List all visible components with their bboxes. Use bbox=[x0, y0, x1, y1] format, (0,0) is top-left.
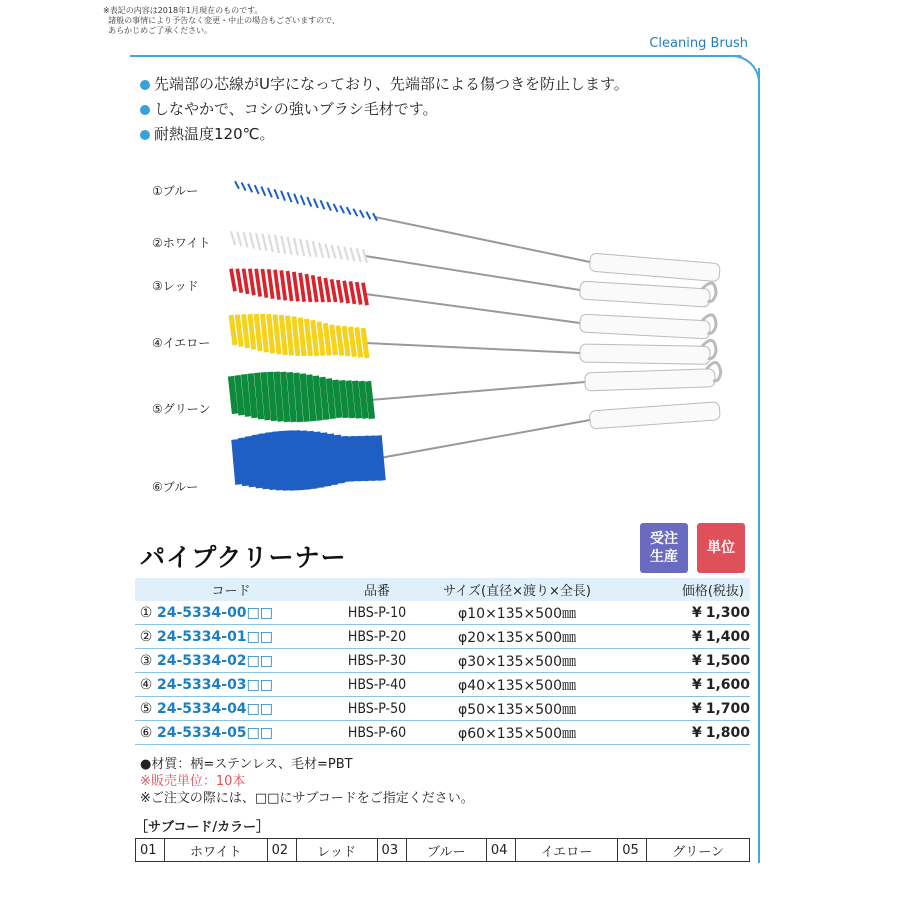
bristle bbox=[361, 381, 365, 419]
table-row bbox=[135, 697, 750, 721]
bristle bbox=[250, 269, 254, 296]
bristle bbox=[262, 234, 266, 251]
bristle bbox=[274, 189, 278, 199]
subcode-code: 05 bbox=[618, 839, 647, 862]
bristle bbox=[270, 372, 274, 421]
category-label: Cleaning Brush bbox=[649, 36, 748, 51]
notice-line-3: あらかじめご了承ください。 bbox=[108, 26, 213, 35]
row-number: ① bbox=[135, 601, 157, 625]
price-amount: 1,800 bbox=[705, 724, 750, 741]
bristle bbox=[371, 436, 375, 481]
model-number: HBS-P-10 bbox=[327, 601, 427, 625]
subcode-code: 02 bbox=[267, 839, 296, 862]
model-number: HBS-P-50 bbox=[327, 697, 427, 721]
bristle bbox=[325, 278, 329, 302]
size-value: φ10×135×500㎜ bbox=[427, 601, 607, 625]
bristle bbox=[268, 188, 272, 198]
bristle bbox=[309, 375, 313, 422]
model-number: HBS-P-20 bbox=[327, 625, 427, 649]
subcode-boxes: □□ bbox=[246, 724, 274, 741]
notice-line-2: 諸般の事情により予告なく変更・中止の場合もございますので、 bbox=[108, 16, 340, 25]
feature-text: 耐熱温度120℃。 bbox=[154, 125, 275, 143]
subcode-color-name: グリーン bbox=[647, 839, 750, 862]
subcode-table bbox=[135, 838, 750, 862]
bristle bbox=[344, 281, 348, 304]
bristle bbox=[235, 181, 239, 189]
bristle bbox=[351, 436, 355, 481]
notice-text bbox=[103, 6, 340, 36]
subcode-boxes: □□ bbox=[246, 676, 274, 693]
subcode-code: 03 bbox=[377, 839, 406, 862]
bristle bbox=[288, 237, 292, 255]
bristle bbox=[332, 279, 336, 302]
badge-text: 単位 bbox=[707, 540, 735, 556]
product-title: パイプクリーナー bbox=[140, 543, 347, 572]
bristle bbox=[338, 280, 342, 302]
brush-label-4: ④イエロー bbox=[152, 336, 211, 350]
bristle bbox=[281, 236, 285, 254]
bristle bbox=[275, 270, 279, 300]
bristle bbox=[368, 381, 372, 419]
bristle bbox=[317, 432, 321, 488]
bristle bbox=[357, 282, 361, 304]
bristle bbox=[303, 374, 307, 422]
bristle bbox=[363, 328, 367, 358]
brush-wire bbox=[370, 382, 585, 400]
bristle bbox=[281, 270, 285, 300]
frame-corner bbox=[730, 55, 760, 85]
bristle bbox=[330, 434, 334, 485]
bristle bbox=[257, 373, 261, 419]
price-amount: 1,600 bbox=[705, 676, 750, 693]
price-value bbox=[607, 721, 750, 745]
bristle bbox=[235, 440, 239, 485]
frame-top-border bbox=[130, 55, 742, 57]
bullet-icon bbox=[140, 130, 150, 140]
price-value bbox=[607, 697, 750, 721]
brush-wire bbox=[365, 294, 580, 323]
bristle bbox=[288, 316, 292, 356]
bullet-icon bbox=[140, 80, 150, 90]
bristle bbox=[269, 269, 273, 298]
bristle bbox=[269, 314, 273, 353]
bristle bbox=[319, 277, 323, 303]
bristle bbox=[269, 432, 273, 489]
bristle bbox=[251, 374, 255, 418]
brush-wire bbox=[375, 217, 590, 262]
brush-label-2: ②ホワイト bbox=[152, 236, 211, 250]
bristle bbox=[332, 245, 336, 259]
notes bbox=[140, 756, 474, 807]
material-note: ●材質：柄=ステンレス、毛材=PBT bbox=[140, 757, 353, 772]
subcode-color-name: イエロー bbox=[515, 839, 617, 862]
bristle bbox=[325, 244, 329, 259]
yen-symbol: ¥ bbox=[691, 724, 702, 741]
notice-line-1: ※表記の内容は2018年1月現在のものです。 bbox=[103, 6, 263, 15]
bristle bbox=[342, 380, 346, 418]
row-number: ⑤ bbox=[135, 697, 157, 721]
subcode-title: ［サブコード/カラー］ bbox=[135, 820, 270, 835]
bristle bbox=[250, 314, 254, 350]
subcode-boxes: □□ bbox=[246, 604, 274, 621]
bristle bbox=[319, 322, 323, 356]
bristle bbox=[294, 194, 298, 204]
bristle bbox=[307, 197, 311, 207]
bristle bbox=[244, 374, 248, 416]
bristle bbox=[300, 273, 304, 302]
bristle bbox=[290, 372, 294, 422]
brush-handle bbox=[589, 253, 720, 282]
bristle bbox=[238, 375, 242, 415]
product-code bbox=[157, 697, 327, 721]
bristle bbox=[332, 325, 336, 355]
bristle bbox=[242, 438, 246, 486]
bristle bbox=[340, 206, 344, 214]
sales-unit-note: ※販売単位：10本 bbox=[140, 774, 246, 789]
price-amount: 1,500 bbox=[705, 652, 750, 669]
bristle bbox=[244, 232, 248, 247]
brush-3 bbox=[231, 269, 717, 339]
bristle bbox=[237, 269, 241, 293]
size-value: φ60×135×500㎜ bbox=[427, 721, 607, 745]
feature-item bbox=[140, 97, 629, 122]
bristle bbox=[313, 275, 317, 302]
bristle bbox=[288, 271, 292, 301]
subcode-boxes: □□ bbox=[246, 700, 274, 717]
subcode-code: 01 bbox=[136, 839, 165, 862]
row-number: ③ bbox=[135, 649, 157, 673]
bristle bbox=[350, 281, 354, 304]
bristle bbox=[300, 239, 304, 256]
bristle bbox=[316, 376, 320, 421]
subcode-row bbox=[136, 839, 750, 862]
price-amount: 1,700 bbox=[705, 700, 750, 717]
code-value: 24-5334-05 bbox=[157, 724, 247, 741]
row-number: ⑥ bbox=[135, 721, 157, 745]
bristle bbox=[347, 207, 351, 215]
product-code bbox=[157, 625, 327, 649]
subcode-boxes: □□ bbox=[246, 652, 274, 669]
bristle bbox=[306, 240, 310, 257]
price-amount: 1,300 bbox=[705, 604, 750, 621]
yen-symbol: ¥ bbox=[691, 628, 702, 645]
price-value bbox=[607, 601, 750, 625]
bristle bbox=[360, 210, 364, 218]
yen-symbol: ¥ bbox=[691, 700, 702, 717]
bristle bbox=[329, 378, 333, 418]
bristle bbox=[320, 200, 324, 209]
bristle bbox=[277, 372, 281, 422]
model-number: HBS-P-40 bbox=[327, 673, 427, 697]
bristle bbox=[261, 186, 265, 195]
bristle bbox=[366, 212, 370, 220]
bristle bbox=[358, 436, 362, 481]
bristle bbox=[294, 272, 298, 301]
bristle bbox=[306, 319, 310, 356]
table-header-row bbox=[135, 578, 750, 601]
bristle bbox=[357, 327, 361, 357]
size-value: φ40×135×500㎜ bbox=[427, 673, 607, 697]
frame-right-border bbox=[758, 68, 760, 863]
bristle bbox=[303, 431, 307, 490]
bristle bbox=[283, 372, 287, 422]
bristle bbox=[276, 431, 280, 490]
bristle bbox=[269, 234, 273, 252]
header-size: サイズ(直径×渡り×全長) bbox=[427, 578, 607, 601]
bristle bbox=[249, 436, 253, 487]
feature-text: 先端部の芯線がU字になっており、先端部による傷つきを防止します。 bbox=[154, 75, 629, 93]
bristle bbox=[281, 315, 285, 355]
brush-1 bbox=[235, 181, 720, 281]
bristle bbox=[350, 248, 354, 262]
size-value: φ20×135×500㎜ bbox=[427, 625, 607, 649]
yen-symbol: ¥ bbox=[691, 676, 702, 693]
bristle bbox=[313, 320, 317, 356]
bristle bbox=[294, 238, 298, 256]
bristle bbox=[363, 283, 367, 306]
bristle bbox=[237, 315, 241, 347]
feature-list bbox=[140, 72, 629, 147]
bristle bbox=[256, 314, 260, 351]
brush-label-6: ⑥ブルー bbox=[152, 480, 199, 494]
bristle bbox=[353, 209, 357, 217]
row-number: ② bbox=[135, 625, 157, 649]
bristle bbox=[319, 242, 323, 257]
product-code bbox=[157, 649, 327, 673]
bristle bbox=[338, 246, 342, 259]
brush-handle bbox=[579, 281, 710, 307]
brush-handle bbox=[580, 314, 711, 339]
row-number: ④ bbox=[135, 673, 157, 697]
subcode-color-name: ホワイト bbox=[165, 839, 268, 862]
code-value: 24-5334-02 bbox=[157, 652, 247, 669]
bristle bbox=[244, 269, 248, 294]
header-code: コード bbox=[135, 578, 327, 601]
product-code bbox=[157, 673, 327, 697]
brush-wire bbox=[365, 343, 580, 353]
feature-item bbox=[140, 72, 629, 97]
bristle bbox=[357, 248, 361, 262]
bristle bbox=[264, 372, 268, 420]
brush-wire bbox=[380, 420, 590, 458]
table-row bbox=[135, 601, 750, 625]
bristle bbox=[296, 373, 300, 422]
bristle bbox=[335, 380, 339, 418]
price-value bbox=[607, 625, 750, 649]
bristle bbox=[300, 318, 304, 356]
model-number: HBS-P-30 bbox=[327, 649, 427, 673]
price-value bbox=[607, 649, 750, 673]
yen-symbol: ¥ bbox=[691, 652, 702, 669]
bristle bbox=[314, 199, 318, 208]
bristle bbox=[248, 184, 252, 192]
bristle bbox=[275, 235, 279, 253]
bristle bbox=[242, 183, 246, 191]
subcode-boxes: □□ bbox=[246, 628, 274, 645]
table-row bbox=[135, 649, 750, 673]
feature-text: しなやかで、コシの強いブラシ毛材です。 bbox=[154, 100, 438, 118]
bristle bbox=[313, 241, 317, 257]
table-row bbox=[135, 721, 750, 745]
header-model: 品番 bbox=[327, 578, 427, 601]
bristle bbox=[281, 191, 285, 201]
bristle bbox=[262, 269, 266, 298]
product-code bbox=[157, 601, 327, 625]
bristle bbox=[378, 436, 382, 481]
bristle bbox=[325, 323, 329, 355]
code-value: 24-5334-04 bbox=[157, 700, 247, 717]
bristle bbox=[255, 185, 259, 194]
bristle bbox=[231, 376, 235, 414]
subcode-code: 04 bbox=[486, 839, 515, 862]
bristle bbox=[256, 233, 260, 250]
bristle bbox=[301, 195, 305, 205]
bristle bbox=[283, 431, 287, 491]
bristle bbox=[350, 327, 354, 357]
table-row bbox=[135, 673, 750, 697]
bristle bbox=[250, 233, 254, 249]
product-code bbox=[157, 721, 327, 745]
bristle bbox=[231, 315, 235, 345]
bristle bbox=[364, 436, 368, 481]
spec-table bbox=[135, 578, 750, 745]
bristle bbox=[310, 431, 314, 489]
header-price: 価格(税抜) bbox=[607, 578, 750, 601]
feature-item bbox=[140, 122, 629, 147]
bristle bbox=[327, 202, 331, 211]
bristle bbox=[231, 269, 235, 292]
bristle bbox=[231, 231, 235, 245]
bristle bbox=[237, 232, 241, 246]
bullet-icon bbox=[140, 105, 150, 115]
bristle bbox=[324, 433, 328, 487]
bristle bbox=[344, 326, 348, 356]
model-number: HBS-P-60 bbox=[327, 721, 427, 745]
bristle bbox=[289, 430, 293, 490]
size-value: φ30×135×500㎜ bbox=[427, 649, 607, 673]
bristle bbox=[337, 435, 341, 483]
bristle bbox=[355, 381, 359, 419]
subcode-color-name: レッド bbox=[296, 839, 377, 862]
code-value: 24-5334-03 bbox=[157, 676, 247, 693]
brush-label-3: ③レッド bbox=[152, 279, 199, 293]
price-value bbox=[607, 673, 750, 697]
bristle bbox=[296, 430, 300, 490]
bristle bbox=[348, 381, 352, 419]
brush-wire bbox=[365, 256, 580, 290]
bristle bbox=[244, 314, 248, 348]
table-row bbox=[135, 625, 750, 649]
brush-label-1: ①ブルー bbox=[152, 184, 199, 198]
bristle bbox=[288, 192, 292, 202]
subcode-color-name: ブルー bbox=[406, 839, 486, 862]
bristle bbox=[334, 204, 338, 212]
yen-symbol: ¥ bbox=[691, 604, 702, 621]
size-value: φ50×135×500㎜ bbox=[427, 697, 607, 721]
badge-text: 受注 生産 bbox=[650, 531, 678, 565]
bristle bbox=[256, 269, 260, 297]
bristle bbox=[275, 314, 279, 354]
brush-handle bbox=[589, 402, 720, 429]
order-note: ※ご注文の際には、□□にサブコードをご指定ください。 bbox=[140, 791, 474, 806]
brushes-illustration bbox=[225, 170, 745, 520]
bristle bbox=[255, 435, 259, 488]
price-amount: 1,400 bbox=[705, 628, 750, 645]
bristle bbox=[338, 326, 342, 356]
bristle bbox=[306, 274, 310, 302]
brush-label-5: ⑤グリーン bbox=[152, 402, 211, 416]
brush-handle bbox=[580, 344, 710, 364]
brush-handle bbox=[585, 369, 716, 391]
made-to-order-badge bbox=[640, 523, 688, 573]
code-value: 24-5334-00 bbox=[157, 604, 247, 621]
bristle bbox=[262, 433, 266, 489]
unit-badge bbox=[697, 523, 745, 573]
bristle bbox=[344, 436, 348, 481]
bristle bbox=[322, 377, 326, 420]
code-value: 24-5334-01 bbox=[157, 628, 247, 645]
bristle bbox=[294, 317, 298, 356]
bristle bbox=[262, 314, 266, 352]
bristle bbox=[344, 247, 348, 261]
